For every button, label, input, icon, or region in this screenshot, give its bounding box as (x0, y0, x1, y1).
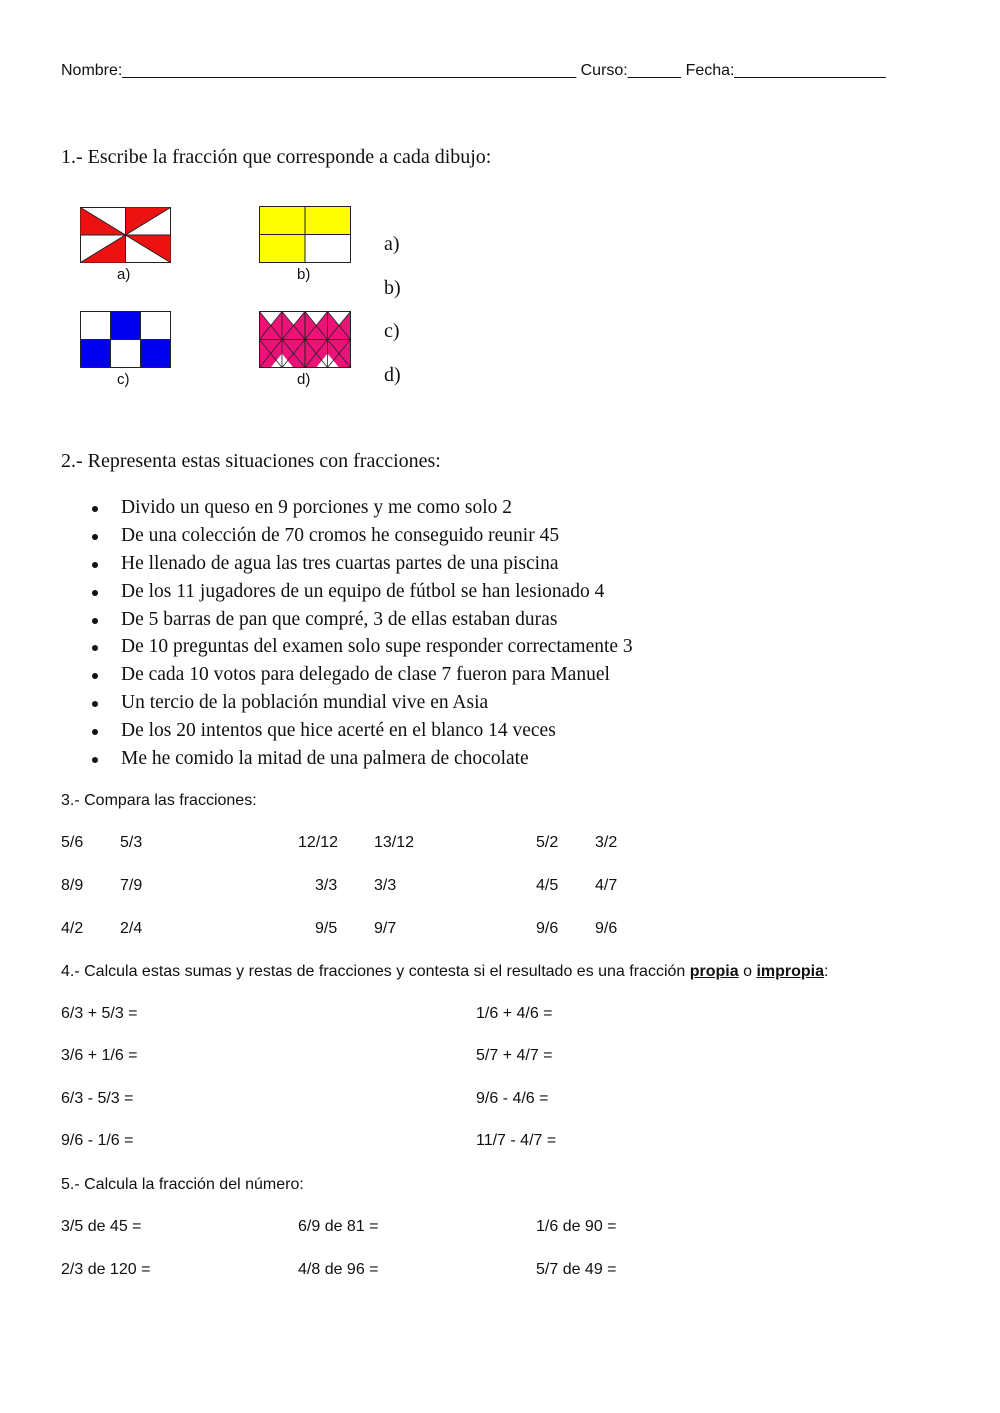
operation-left: 6/3 - 5/3 = (61, 1090, 134, 1107)
word-o: o (738, 963, 757, 980)
figure-c-label: c) (117, 371, 130, 388)
figure-c-part (141, 340, 171, 368)
operation-right: 1/6 + 4/6 = (476, 1005, 553, 1022)
section3-title: 3.- Compara las fracciones: (61, 792, 257, 809)
answer-label-c: c) (384, 320, 400, 342)
header-name-course-date: Nombre:___________________________________________________ Curso:______ Fecha:_________________ (61, 62, 886, 79)
fraction-of-number: 6/9 de 81 = (298, 1218, 379, 1235)
compare-fraction: 12/12 (298, 834, 339, 851)
section4-title-suffix: : (824, 963, 829, 980)
figure-a-label: a) (117, 266, 131, 283)
compare-fraction: 3/3 (315, 877, 338, 894)
figure-c-part (141, 312, 171, 340)
figure-c-part (81, 340, 111, 368)
compare-fraction: 7/9 (120, 877, 143, 894)
compare-fraction: 4/7 (595, 877, 618, 894)
section5-title: 5.- Calcula la fracción del número: (61, 1176, 304, 1193)
compare-fraction: 4/2 (61, 920, 84, 937)
list-item: Divido un queso en 9 porciones y me como solo 2 (88, 494, 633, 522)
list-item: Me he comido la mitad de una palmera de chocolate (88, 745, 633, 773)
operation-right: 9/6 - 4/6 = (476, 1090, 549, 1107)
figure-b-label: b) (297, 266, 311, 283)
figure-b-part (260, 207, 306, 235)
figure-b-grid (259, 206, 351, 263)
section4-title (61, 963, 828, 981)
situations-list (88, 494, 633, 773)
fraction-of-number: 1/6 de 90 = (536, 1218, 617, 1235)
compare-fraction: 3/2 (595, 834, 618, 851)
compare-fraction: 3/3 (374, 877, 397, 894)
compare-fraction: 5/6 (61, 834, 84, 851)
operation-left: 9/6 - 1/6 = (61, 1132, 134, 1149)
compare-fraction: 13/12 (374, 834, 415, 851)
figure-c-part (111, 312, 141, 340)
figure-c-part (81, 312, 111, 340)
compare-fraction: 5/2 (536, 834, 559, 851)
answer-label-d: d) (384, 364, 401, 386)
fraction-of-number: 4/8 de 96 = (298, 1261, 379, 1278)
list-item: De cada 10 votos para delegado de clase 7 fueron para Manuel (88, 661, 633, 689)
figure-d-triangles (259, 311, 351, 368)
list-item: Un tercio de la población mundial vive en Asia (88, 689, 633, 717)
fraction-of-number: 2/3 de 120 = (61, 1261, 151, 1278)
list-item: De 10 preguntas del examen solo supe responder correctamente 3 (88, 633, 633, 661)
compare-fraction: 9/6 (536, 920, 559, 937)
compare-fraction: 5/3 (120, 834, 143, 851)
word-propia: propia (689, 963, 739, 980)
compare-fraction: 9/6 (595, 920, 618, 937)
figure-b-part (305, 207, 351, 235)
word-impropia: impropia (756, 963, 824, 980)
figure-c-part (111, 340, 141, 368)
answer-label-b: b) (384, 277, 401, 299)
section2-title: 2.- Representa estas situaciones con fracciones: (61, 450, 441, 472)
figure-a-pinwheel (80, 207, 171, 263)
figure-b-part (260, 235, 306, 263)
list-item: He llenado de agua las tres cuartas partes de una piscina (88, 550, 633, 578)
list-item: De una colección de 70 cromos he conseguido reunir 45 (88, 522, 633, 550)
answer-label-a: a) (384, 233, 400, 255)
compare-fraction: 8/9 (61, 877, 84, 894)
list-item: De 5 barras de pan que compré, 3 de ellas estaban duras (88, 606, 633, 634)
list-item: De los 20 intentos que hice acerté en el blanco 14 veces (88, 717, 633, 745)
fraction-of-number: 5/7 de 49 = (536, 1261, 617, 1278)
section4-title-prefix: 4.- Calcula estas sumas y restas de fracciones y contesta si el resultado es una fracción (61, 963, 690, 980)
compare-fraction: 9/5 (315, 920, 338, 937)
compare-fraction: 9/7 (374, 920, 397, 937)
operation-left: 3/6 + 1/6 = (61, 1047, 138, 1064)
operation-left: 6/3 + 5/3 = (61, 1005, 138, 1022)
section1-title: 1.- Escribe la fracción que corresponde a cada dibujo: (61, 146, 492, 168)
compare-fraction: 2/4 (120, 920, 143, 937)
figure-b-part (305, 235, 351, 263)
compare-fraction: 4/5 (536, 877, 559, 894)
figure-d-label: d) (297, 371, 311, 388)
fraction-of-number: 3/5 de 45 = (61, 1218, 142, 1235)
operation-right: 11/7 - 4/7 = (476, 1132, 557, 1149)
operation-right: 5/7 + 4/7 = (476, 1047, 553, 1064)
figure-c-checkerboard (80, 311, 171, 368)
list-item: De los 11 jugadores de un equipo de fútbol se han lesionado 4 (88, 578, 633, 606)
